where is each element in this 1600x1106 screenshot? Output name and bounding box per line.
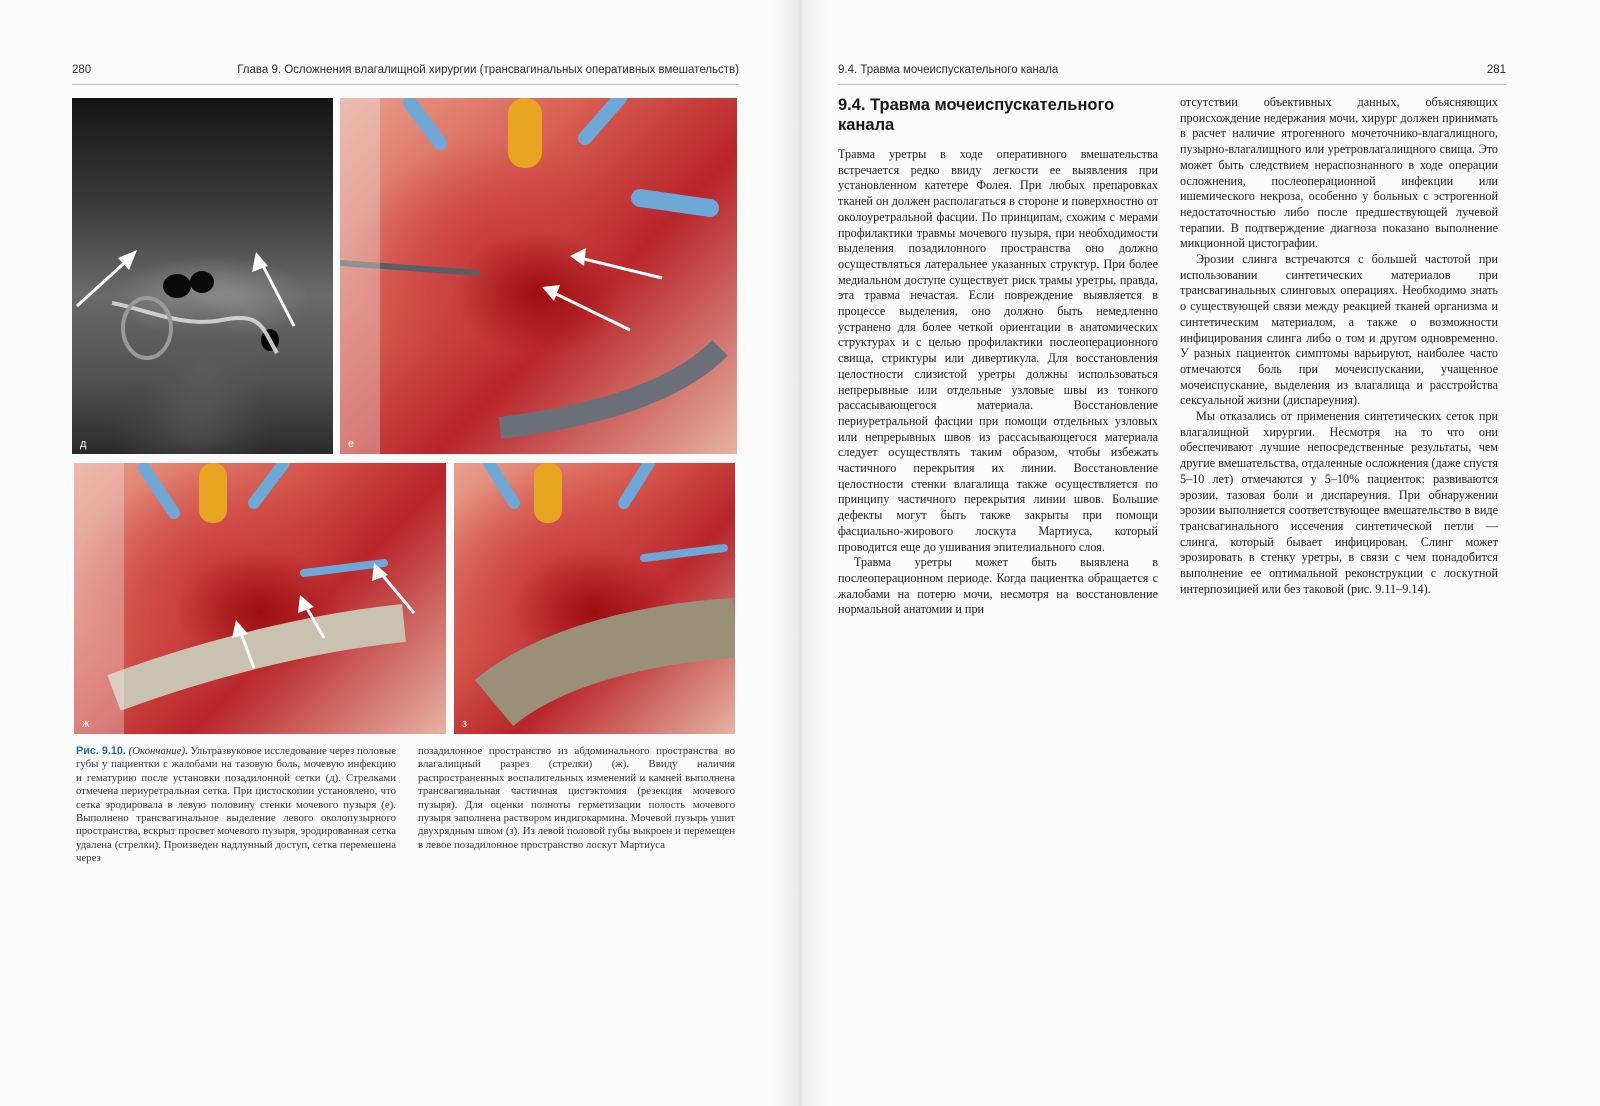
retractor-blue <box>254 463 284 503</box>
text-column-1 <box>838 147 1158 618</box>
arrow-right <box>260 260 294 326</box>
figure-label-z: з <box>462 718 468 730</box>
arrow <box>580 258 662 278</box>
figure-d-ultrasound <box>72 98 333 454</box>
retractor-blue <box>489 463 514 503</box>
arrow-head <box>298 595 314 613</box>
paragraph: Травма уретры в ходе оперативного вмешательства встречается редко ввиду легкости ее выявления при установленном катетере Фолея. При любых препаровках тканей он должен располагаться в стороне и поверхностно от околоуретральной фасции. По принципам, схожим с мерами профилактики травмы мочевого пузыря, при необходимости выделения позадилонного пространства оно должно осуществляться латеральнее указанных структур. При более медиальном доступе существует риск трамы уретры, правда, эта травма нечастая. Если повреждение выявляется в процессе выделения, оно должно быть немедленно устранено для более четкой ориентации в анатомических структурах и с целью профилактики послеоперационного свища, стриктуры или дивертикула. Для восстановления целостности слизистой уретры должны использоваться непрерывные или отдельные узловые швы из тонкого рассасывающегося материала. Восстановление периуретральной фасции при помощи отдельных узловых или непрерывных швов из рассасывающегося материала следует осуществлять таким образом, чтобы избежать частичного перекрытия их линии. Восстановление целостности стенки влагалища также осуществляется по принципу частичного перекрытия линии швов. Большие дефекты могут быть также закрыты при помощи фасциально-жирового лоскута Мартиуса, который проводится еще до ушивания эпителиального слоя. <box>838 147 1158 554</box>
right-page <box>810 0 1600 1106</box>
instrument-blue <box>304 563 384 573</box>
section-header: 9.4. Травма мочеиспускательного канала <box>838 64 1059 76</box>
running-head-left <box>72 64 739 85</box>
speculum <box>494 628 735 703</box>
chapter-title-header: Глава 9. Осложнения влагалищной хирургии (трансвагинальных оперативных вмешательств) <box>237 64 739 76</box>
instrument-blue <box>644 548 724 558</box>
foley-catheter <box>199 463 227 523</box>
caption-text: позадилонное пространство из абдоминального пространства во влагалищный разрез (стрелки) (ж). Ввиду наличия распространенных воспалительных изменений и камней выполнена трансвагинальная частичная цистэктомия (резекция мочевого пузыря). Для оценки полноты герметизации полость мочевого пузыря заполнена раствором индигокармина. Мочевой пузырь ушит двухрядным швом (з). Из левой половой губы выкроен и перемещен в левое позадилонное пространство лоскут Мартиуса <box>418 745 735 851</box>
arrow-head <box>570 248 586 266</box>
ultrasound-ring-echo <box>123 298 171 358</box>
retractor-blue <box>640 198 710 208</box>
foley-catheter <box>534 463 562 523</box>
foley-catheter <box>508 98 542 168</box>
figure-z-surgical-photo <box>454 463 735 734</box>
surgical-drawing-e <box>340 98 737 454</box>
section-title: 9.4. Травма мочеиспускательного канала <box>838 96 1115 134</box>
paragraph: Травма уретры может быть выявлена в послеоперационном периоде. Когда пациентка обращается с жалобами на потерю мочи, несмотря на восстановление нормальной анатомии и при <box>838 555 1158 617</box>
drape <box>340 98 380 454</box>
page-number-left: 280 <box>72 64 92 76</box>
ultrasound-drawing <box>72 98 333 454</box>
figure-label-d: д <box>80 438 87 450</box>
drape <box>74 463 124 734</box>
text-column-2 <box>1180 95 1498 598</box>
figure-label-e: е <box>348 438 355 450</box>
ultrasound-dark-spot <box>190 271 214 293</box>
speculum <box>114 623 404 693</box>
figure-caption-col2 <box>418 745 735 852</box>
retractor-blue <box>624 463 649 503</box>
running-head-right <box>838 64 1506 85</box>
caption-text: Ультразвуковое исследование через половые губы у пациентки с жалобами на тазовую боль, мочевую инфекцию и гематурию после установки позадилонной сетки (д). Стрелками отмечена периуретральная сетка. При цистоскопии установлено, что сетка эродировала в левую половину стенки мочевого пузыря (е). Выполнено трансвагинальное выделение левого околопузырного пространства, вскрыт просвет мочевого пузыря, эродированная сетка удалена (стрелки). Произведен надлунный доступ, сетка перемешена через <box>76 745 397 865</box>
retractor-blue <box>144 468 174 513</box>
figure-label-zh: ж <box>82 718 90 730</box>
ultrasound-dark-spot <box>163 274 191 298</box>
paragraph: Мы отказались от применения синтетических сеток при влагалищной хирургии. Несмотря на то что они обеспечивают лучшие непосредственные результаты, чем другие вмешательства, отдаленные осложнения (даже спустя 5–10 лет) отмечаются у 5–10% пациенток: развиваются эрозии, тазовая боли и диспареуния. При обнаружении эрозии выполняется соответствующее вмешательство в виде трансвагинального иссечения синтетической петли — слинга, который бывает инфицирован. Слинг может эрозировать в стенку уретры, в связи с чем понадобится выполнение ее оптимальной реконструкции с лоскутной интерпозицией или без таковой (рис. 9.11–9.14). <box>1180 409 1498 596</box>
figure-caption-col1 <box>76 745 396 866</box>
retractor-blue <box>585 98 620 138</box>
left-page <box>0 0 790 1106</box>
surgical-drawing-zh <box>74 463 446 734</box>
retractor-blue <box>410 103 440 143</box>
caption-qualifier: (Окончание). <box>128 745 188 757</box>
ultrasound-mesh-echo <box>112 303 277 353</box>
page-number-right: 281 <box>1486 64 1506 76</box>
paragraph: отсутствии объективных данных, объясняющих происхождение недержания мочи, хирург должен принимать в расчет наличие ятрогенного мочеточнико-влагалищного, пузырно-влагалищного или уретровлагалищного свища. Это может быть следствием нераспознанного в ходе операции осложнения, послеоперационной инфекции или ишемического некроза, особенно у больных с эстрогенной недостаточностью либо после предшествующей лучевой терапии. В подтверждение диагноза показано выполнение микционной цистографии. <box>1180 95 1498 251</box>
caption-label: Рис. 9.10. <box>76 745 126 757</box>
figure-zh-surgical-photo <box>74 463 446 734</box>
arrow <box>552 292 630 330</box>
paragraph: Эрозии слинга встречаются с большей частотой при использовании синтетических материалов при трансвагинальных слинговых операциях. Необходимо знать о существующей связи между реакцией тканей организма и синтетическим материалом, а также о возможности инфицирования слинга либо о том и другом одновременно. У разных пациенток симптомы варьируют, наиболее часто отмечаются боль при мочеиспускании, учащенное мочеиспускание, выделения из влагалища и расстройства сексуальной жизни (диспареуния). <box>1180 252 1498 408</box>
speculum <box>500 348 720 428</box>
figure-e-surgical-photo <box>340 98 737 454</box>
surgical-drawing-z <box>454 463 735 734</box>
